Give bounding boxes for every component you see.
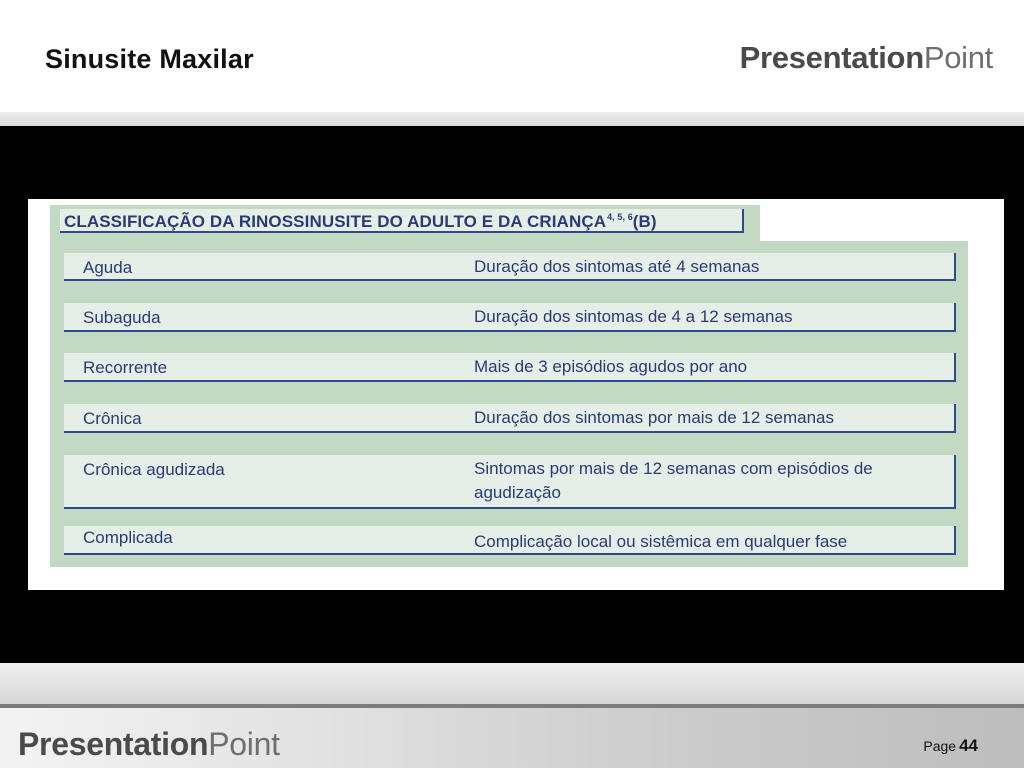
logo-word-presentation: Presentation <box>739 40 924 75</box>
table-title-evidence-grade: (B) <box>632 212 657 231</box>
classification-image <box>28 199 1004 590</box>
row-term: Crônica <box>83 409 142 428</box>
table-title-box <box>60 209 744 233</box>
presentationpoint-logo <box>740 40 993 76</box>
logo-word-point: Point <box>923 40 993 75</box>
table-row <box>64 526 956 555</box>
row-term: Complicada <box>83 528 173 547</box>
logo-word-point: Point <box>208 726 280 762</box>
footer-divider-band <box>0 663 1024 704</box>
page-number <box>923 736 978 756</box>
row-description: Complicação local ou sistêmica em qualquer fase <box>474 532 848 551</box>
row-term: Aguda <box>83 258 133 277</box>
presentationpoint-footer-logo <box>18 726 280 763</box>
classification-table <box>50 241 968 567</box>
row-term: Subaguda <box>83 308 161 327</box>
row-description: Duração dos sintomas de 4 a 12 semanas <box>474 307 793 326</box>
row-term: Crônica agudizada <box>83 460 225 479</box>
table-title-text: CLASSIFICAÇÃO DA RINOSSINUSITE DO ADULTO E DA CRIANÇA <box>64 212 607 231</box>
slide-footer <box>0 704 1024 768</box>
row-description: Duração dos sintomas por mais de 12 semanas <box>474 408 835 427</box>
table-title-tab <box>50 205 760 242</box>
slide-content-area <box>0 126 1024 663</box>
table-row <box>64 404 956 433</box>
table-row <box>64 455 956 509</box>
slide-title: Sinusite Maxilar <box>45 44 254 74</box>
logo-word-presentation: Presentation <box>18 726 209 762</box>
page-label: Page <box>923 738 957 754</box>
table-row <box>64 253 956 281</box>
table-title <box>64 212 657 232</box>
row-description: Duração dos sintomas até 4 semanas <box>474 257 760 276</box>
table-row <box>64 303 956 332</box>
row-description: Sintomas por mais de 12 semanas com episódios de agudização <box>474 459 873 502</box>
table-row <box>64 353 956 382</box>
page-number-value: 44 <box>959 736 978 755</box>
row-description: Mais de 3 episódios agudos por ano <box>474 357 748 376</box>
header-divider-band <box>0 112 1024 126</box>
row-term: Recorrente <box>83 358 168 377</box>
table-title-references: 4, 5, 6 <box>607 212 633 222</box>
slide-header <box>0 0 1024 112</box>
